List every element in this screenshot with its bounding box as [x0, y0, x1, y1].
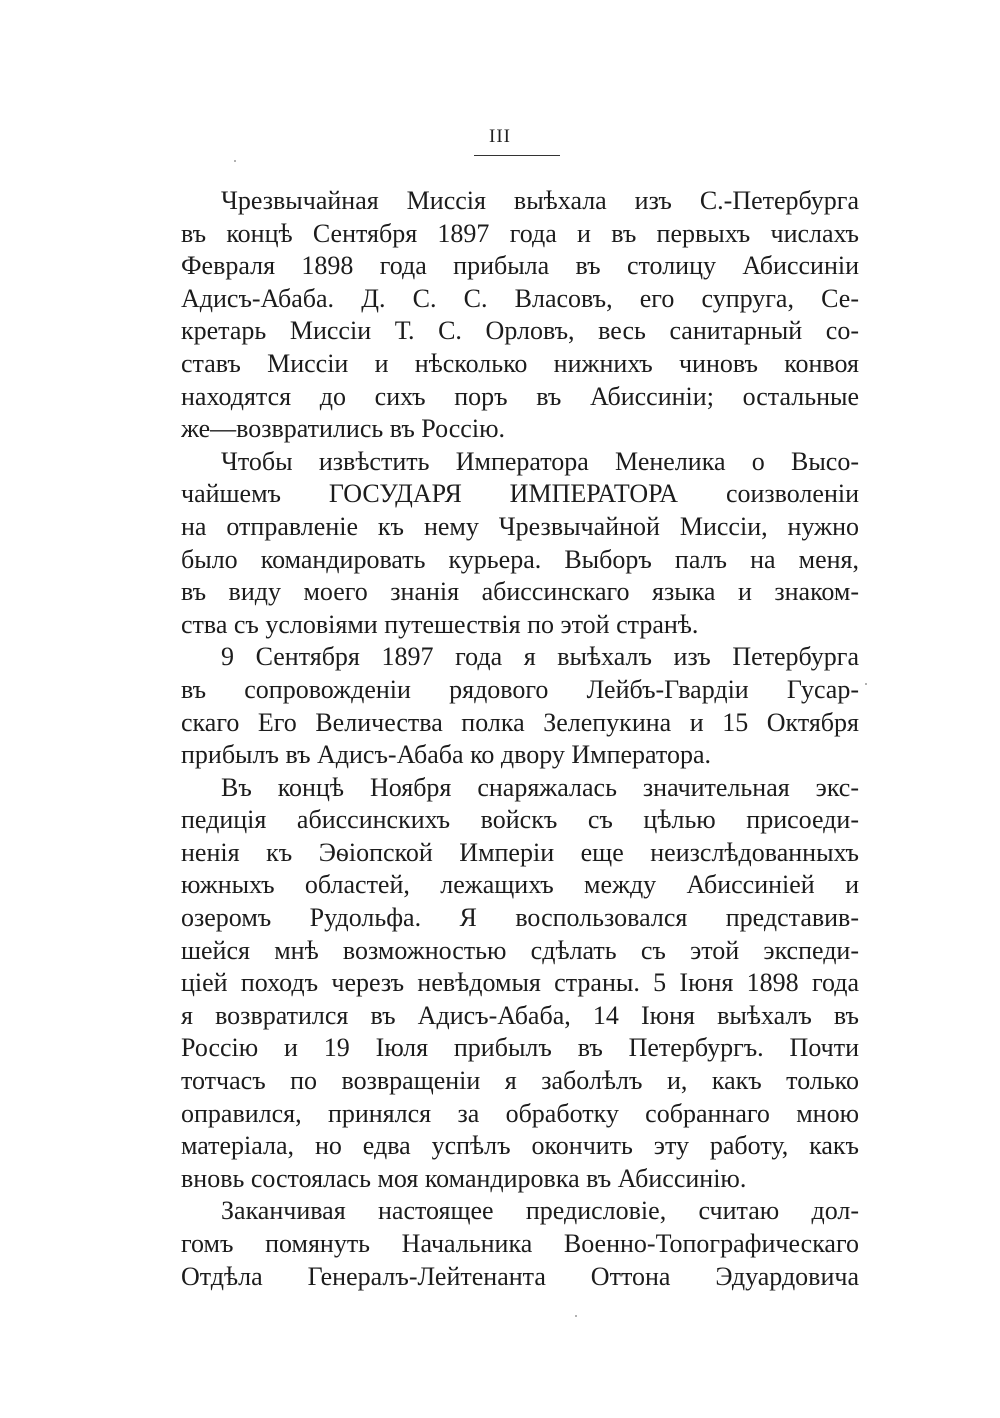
text-line: вновь состоялась моя командировка въ Абиссинію.	[181, 1163, 747, 1193]
text-line: Въ концѣ Ноября снаряжалась значительная экс-	[221, 772, 859, 802]
text-line: въ сопровожденіи рядового Лейбъ-Гвардіи Гусар-	[181, 674, 859, 704]
text-line: Отдѣла Генералъ-Лейтенанта Оттона Эдуардовича	[181, 1261, 859, 1291]
text-line: Чтобы извѣстить Императора Менелика о Высо-	[221, 446, 859, 476]
text-line: же—возвратились въ Россію.	[181, 414, 505, 444]
text-line: Заканчивая настоящее предисловіе, считаю дол-	[221, 1196, 859, 1226]
text-line: ставъ Миссіи и нѣсколько нижнихъ чиновъ конвоя	[181, 348, 859, 378]
page-number-rule	[474, 155, 560, 156]
text-line: Адисъ-Абаба. Д. С. С. Власовъ, его супруга, Се-	[181, 283, 859, 313]
page-number: III	[489, 126, 511, 147]
text-line: педиція абиссинскихъ войскъ съ цѣлью присоеди-	[181, 805, 859, 835]
scan-speck	[865, 683, 867, 685]
scan-speck	[234, 160, 236, 162]
text-line: кретарь Миссіи Т. С. Орловъ, весь санитарный со-	[181, 316, 859, 346]
text-line: гомъ помянуть Начальника Военно-Топографическаго	[181, 1229, 859, 1258]
text-line: ціей походъ черезъ невѣдомыя страны. 5 Іюня 1898 года	[181, 968, 859, 998]
text-line: Февраля 1898 года прибыла въ столицу Абиссиніи	[181, 251, 859, 281]
text-line: тотчасъ по возвращеніи я заболѣлъ и, какъ только	[181, 1066, 859, 1096]
text-line: ства съ условіями путешествія по этой странѣ.	[181, 609, 699, 639]
paragraph-4	[181, 772, 859, 1196]
paragraph-3	[181, 641, 859, 771]
text-line: было командировать курьера. Выборъ палъ на меня,	[181, 544, 859, 574]
text-line: я возвратился въ Адисъ-Абаба, 14 Іюня выѣхалъ въ	[181, 1000, 859, 1030]
text-line: Чрезвычайная Миссія выѣхала изъ С.-Петербурга	[221, 186, 859, 215]
text-line: озеромъ Рудольфа. Я воспользовался представив-	[181, 903, 859, 933]
text-line: чайшемъ ГОСУДАРЯ ИМПЕРАТОРА соизволеніи	[181, 479, 859, 509]
text-line: 9 Сентября 1897 года я выѣхалъ изъ Петербурга	[221, 642, 859, 672]
scan-speck	[575, 1315, 577, 1317]
text-line: Россію и 19 Іюля прибылъ въ Петербургъ. Почти	[181, 1033, 859, 1063]
text-line: шейся мнѣ возможностью сдѣлать съ этой экспеди-	[181, 935, 859, 965]
text-line: въ виду моего знанія абиссинскаго языка и знаком-	[181, 577, 859, 607]
text-line: южныхъ областей, лежащихъ между Абиссиніей и	[181, 870, 859, 900]
paragraph-1	[181, 185, 859, 446]
text-line: находятся до сихъ поръ въ Абиссиніи; остальные	[181, 381, 859, 411]
text-line: на отправленіе къ нему Чрезвычайной Миссіи, нужно	[181, 511, 859, 541]
body-text	[181, 185, 859, 1293]
text-line: матеріала, но едва успѣлъ окончить эту работу, какъ	[181, 1131, 859, 1161]
text-line: скаго Его Величества полка Зелепукина и 15 Октября	[181, 707, 859, 737]
paragraph-2	[181, 446, 859, 642]
paragraph-5	[181, 1195, 859, 1293]
text-line: прибылъ въ Адисъ-Абаба ко двору Императора.	[181, 740, 711, 770]
text-line: оправился, принялся за обработку собраннаго мною	[181, 1098, 859, 1128]
text-line: ненія къ Эѳіопской Имперіи еще неизслѣдованныхъ	[181, 837, 859, 867]
text-line: въ концѣ Сентября 1897 года и въ первыхъ числахъ	[181, 218, 859, 248]
